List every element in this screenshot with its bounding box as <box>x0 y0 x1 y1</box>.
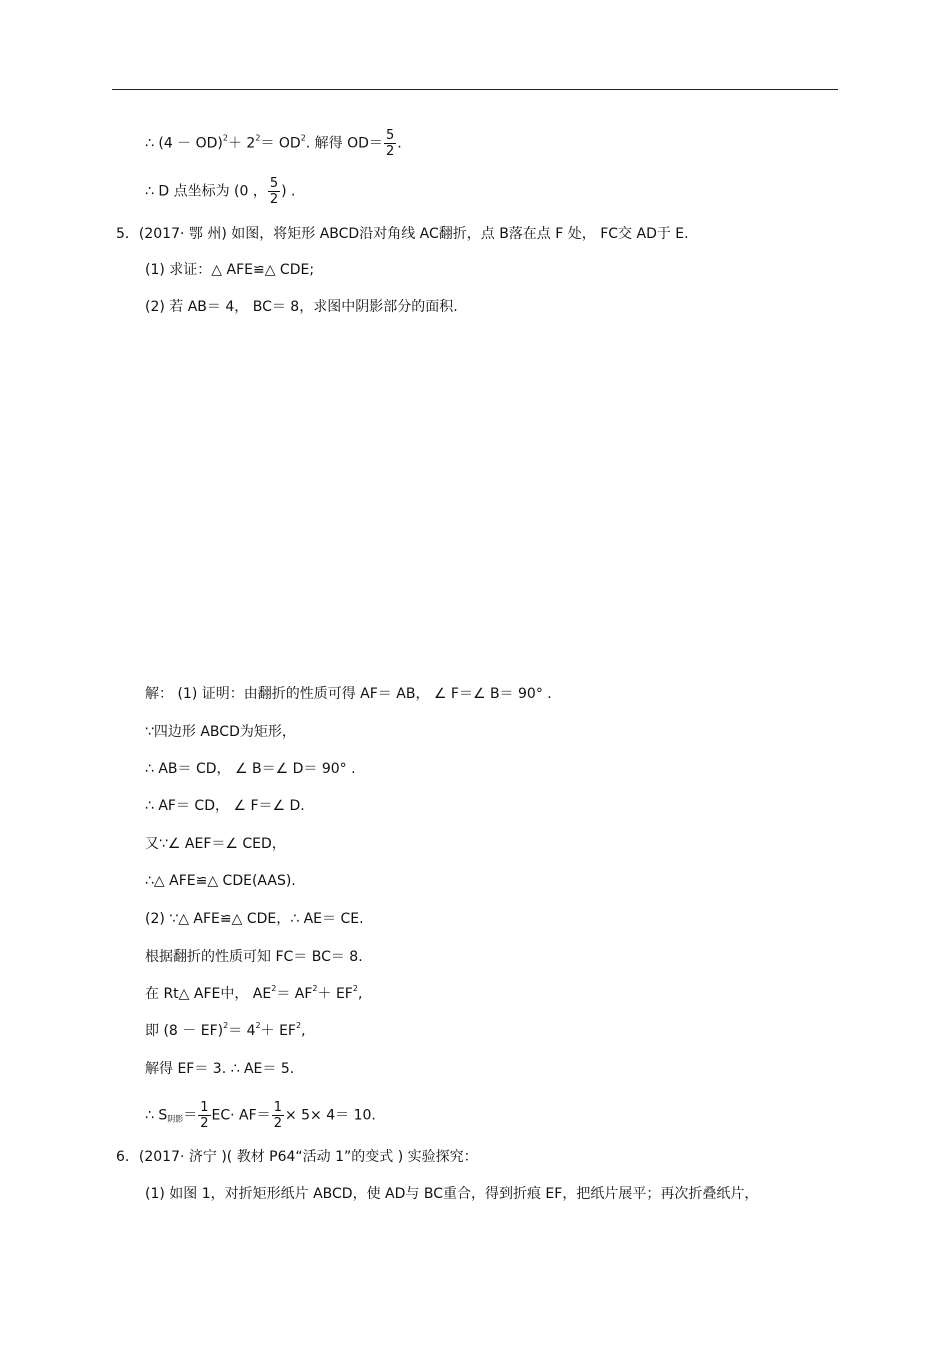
solution-line-equation: 即 $(8 - EF)^2= 4^2+ EF^2$, <box>145 1021 306 1039</box>
solution-line: (2) ∵△ AFE≌△ CDE，∴ AE＝ CE. <box>145 911 364 927</box>
question-5-title: 5．(2017· 鄂 州) 如图，将矩形 ABCD沿对角线 AC翻折，点 B落在点 F 处， FC交 AD于 E. <box>116 226 689 242</box>
question-6-title: 6．(2017· 济宁 )( 教材 P64“活动 1”的变式 ) 实验探究： <box>116 1149 478 1165</box>
question-5-part-2: (2) 若 AB＝ 4， BC＝ 8，求图中阴影部分的面积. <box>145 299 458 315</box>
solution-line: 解得 EF＝ 3. ∴ AE＝ 5. <box>145 1061 295 1077</box>
solution-line: ∵四边形 ABCD为矩形， <box>145 724 296 740</box>
solution-line: ∴ AF＝ CD， ∠ F＝∠ D. <box>145 798 305 814</box>
solution-line: 解： (1) 证明：由翻折的性质可得 AF＝ AB， ∠ F＝∠ B＝ 90° . <box>145 686 552 702</box>
fraction: $\frac{1}{2}$ <box>273 1100 282 1131</box>
fraction: $\frac{5}{2}$ <box>269 176 279 207</box>
solution-line: ∴ AB＝ CD， ∠ B＝∠ D＝ 90° . <box>145 761 356 777</box>
point-d-coordinates: ∴ D 点坐标为 (0 ， $\frac{5}{2}$ ) . <box>145 176 296 207</box>
solution-line-pythagoras: 在 Rt△ AFE中， $AE^2= AF^2+ EF^2$, <box>145 984 363 1002</box>
fraction: $\frac{1}{2}$ <box>200 1100 209 1131</box>
header-rule <box>112 89 838 90</box>
solution-line: 根据翻折的性质可知 FC＝ BC＝ 8. <box>145 949 363 965</box>
solution-line-area: ∴ $S_{阴影}=$ $\frac{1}{2}$ EC· AF＝ $\frac{1}{2}$ × 5× 4＝ 10. <box>145 1100 376 1131</box>
derivation-line-od: ∴ $(4 - OD)^2+ 2^2= OD^2$. 解得 OD＝ $\frac{5}{2}$ . <box>145 128 402 159</box>
solution-line: ∴△ AFE≌△ CDE(AAS). <box>145 873 296 889</box>
fraction: $\frac{5}{2}$ <box>385 128 395 159</box>
question-5-part-1: (1) 求证：△ AFE≌△ CDE; <box>145 262 315 278</box>
solution-line: 又∵∠ AEF＝∠ CED， <box>145 836 286 852</box>
question-6-part-1: (1) 如图 1，对折矩形纸片 ABCD，使 AD与 BC重合，得到折痕 EF，把纸片展平；再次折叠纸片， <box>145 1186 759 1202</box>
